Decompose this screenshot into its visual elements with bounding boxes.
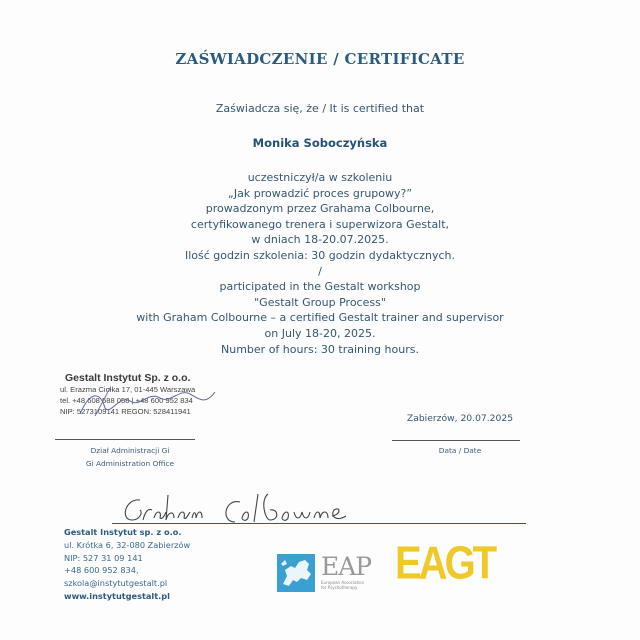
stamp-phone: tel. +48 608 588 058 | +48 600 952 834 — [60, 396, 193, 405]
body-line: / — [318, 264, 322, 278]
footer-company: Gestalt Instytut sp. z o.o. — [64, 527, 182, 537]
trainer-signature-line — [112, 523, 526, 524]
body-line: Number of hours: 30 training hours. — [221, 342, 419, 356]
eap-logo-text: EAP — [321, 552, 372, 581]
trainer-signature — [110, 490, 410, 530]
body-line: Ilość godzin szkolenia: 30 godzin dydaktycznych. — [184, 248, 456, 262]
eap-logo — [277, 554, 315, 592]
body-line: uczestniczył/a w szkoleniu — [247, 171, 393, 184]
stamp-address: ul. Erazma Ciołka 17, 01-445 Warszawa — [60, 385, 196, 394]
certification-intro: Zaświadcza się, że / It is certified that — [215, 102, 425, 115]
body-line: w dniach 18-20.07.2025. — [251, 233, 389, 247]
admin-label-pl: Dział Administracji Gi — [90, 446, 170, 455]
footer-email[interactable]: szkola@instytutgestalt.pl — [64, 578, 168, 589]
certificate-title: ZAŚWIADCZENIE / CERTIFICATE — [175, 50, 465, 68]
admin-label-en: Gi Administration Office — [85, 459, 175, 468]
body-line: participated in the Gestalt workshop — [219, 280, 421, 294]
admin-label — [55, 444, 205, 470]
body-line: "Gestalt Group Process" — [254, 295, 386, 309]
admin-signature-line — [55, 439, 195, 440]
europe-map-icon — [277, 554, 315, 592]
recipient-name: Monika Soboczyńska — [252, 136, 388, 150]
eagt-logo: EAGT — [395, 538, 495, 589]
body-line: on July 18-20, 2025. — [264, 326, 376, 340]
footer-phone: +48 600 952 834, — [64, 565, 139, 576]
date-label: Data / Date — [438, 446, 482, 455]
body-line: with Graham Colbourne – a certified Gestalt trainer and supervisor — [136, 311, 504, 325]
date-line — [392, 440, 520, 441]
certificate-body — [0, 170, 640, 357]
stamp-company: Gestalt Instytut Sp. z o.o. — [65, 372, 191, 384]
issue-date: Zabierzów, 20.07.2025 — [406, 413, 514, 424]
eap-logo-subtitle: European Association for Psychotherapy — [321, 580, 365, 590]
footer-nip: NIP: 527 31 09 141 — [64, 552, 143, 563]
body-line: prowadzonym przez Grahama Colbourne, — [205, 202, 435, 216]
footer-website[interactable]: www.instytutgestalt.pl — [64, 590, 170, 601]
body-line: „Jak prowadzić proces grupowy?” — [227, 186, 413, 200]
stamp-ids: NIP: 5273109141 REGON: 528411941 — [60, 407, 191, 416]
footer-address: ul. Krótka 6, 32-080 Zabierzów — [64, 539, 191, 550]
body-line: certyfikowanego trenera i superwizora Gestalt, — [190, 217, 450, 231]
footer-contact — [64, 526, 190, 603]
stamp-signature-scribble — [70, 386, 220, 420]
